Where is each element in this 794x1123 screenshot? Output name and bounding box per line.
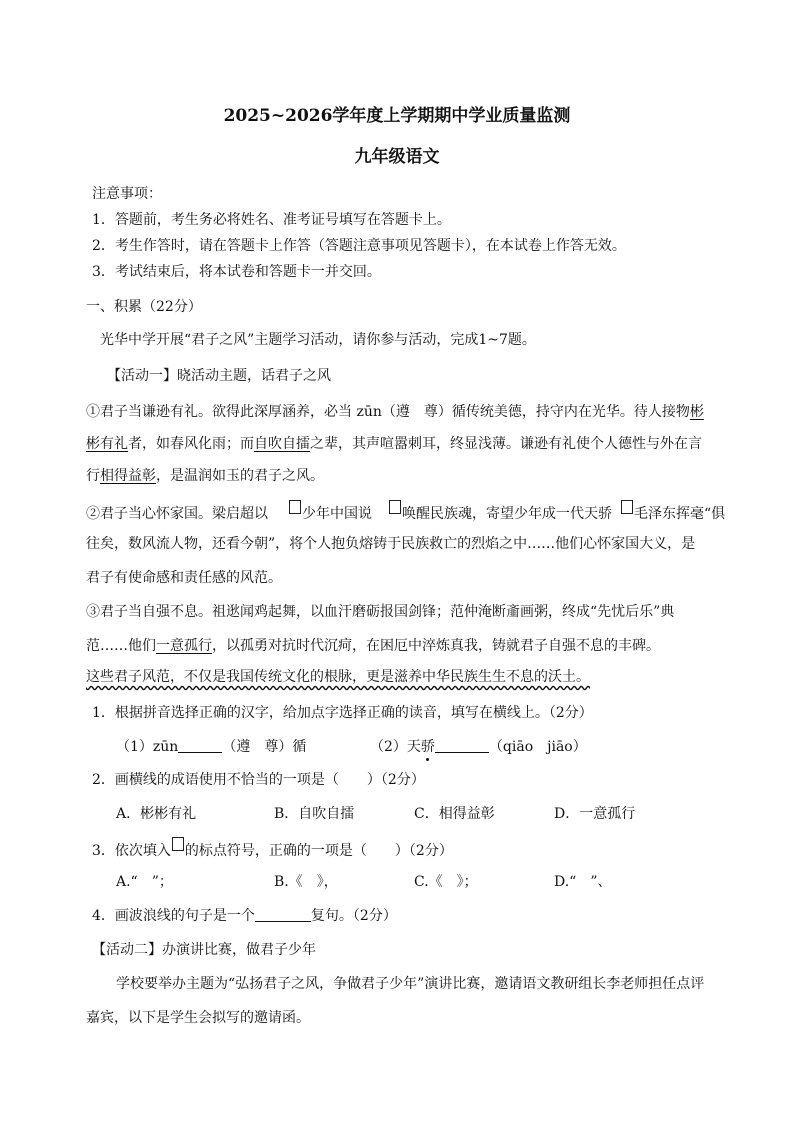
text-span: 者，如春风化雨；而	[128, 436, 254, 452]
notice-heading: 注意事项：	[92, 186, 162, 202]
question-3-option-d[interactable]: D.“ ”、	[554, 874, 612, 890]
question-2-option-d[interactable]: D．一意孤行	[554, 806, 636, 822]
text-span: （遵 尊）循	[222, 739, 307, 755]
question-1-part-b	[370, 737, 587, 757]
paragraph-3-line-1: ③君子当自强不息。祖逖闻鸡起舞，以血汗磨砺报国剑锋；范仲淹断齑画粥，终成“先忧后乐”典	[86, 604, 675, 620]
activity-two-heading: 【活动二】办演讲比赛，做君子少年	[92, 942, 316, 958]
paragraph-1-line-3	[86, 466, 324, 486]
text-span: （qiāo jiāo）	[488, 739, 587, 755]
text-span: 的标点符号，正确的一项是（ ）（2分）	[184, 843, 453, 859]
question-3-option-c[interactable]: C.《 》；	[414, 874, 478, 890]
notice-item-3: 3．考试结束后，将本试卷和答题卡一并交回。	[92, 264, 381, 280]
text-span: 3．依次填入	[92, 843, 171, 859]
paragraph-1-line-1	[86, 402, 704, 422]
question-3-option-b[interactable]: B.《 》，	[274, 874, 338, 890]
answer-blank[interactable]	[255, 907, 311, 922]
question-1-stem: 1．根据拼音选择正确的汉字，给加点字选择正确的读音，填写在横线上。（2分）	[92, 705, 593, 721]
underlined-idiom: 相得益彰	[100, 468, 156, 484]
activity-two-line-1: 学校要举办主题为“弘扬君子之风，争做君子少年”演讲比赛，邀请语文教研组长李老师担任点评	[116, 976, 705, 992]
question-1-part-a	[116, 737, 306, 757]
text-span: 醒民族魂，寄望少年成一代天骄	[416, 506, 612, 522]
question-2-option-c[interactable]: C．相得益彰	[414, 806, 495, 822]
answer-blank[interactable]	[178, 738, 222, 753]
punctuation-box	[621, 500, 633, 514]
punctuation-box	[289, 500, 301, 514]
punctuation-box	[389, 500, 401, 514]
paragraph-1-line-2	[86, 434, 702, 454]
paragraph-3-line-2	[86, 636, 660, 656]
text-span: ，是温润如玉的君子之风。	[156, 468, 324, 484]
text-span: 4．画波浪线的句子是一个	[92, 908, 255, 924]
punctuation-box	[172, 837, 184, 851]
underlined-idiom: 自吹自擂	[254, 436, 310, 452]
text-span: 少年中国说	[302, 506, 372, 522]
question-2-stem: 2．画横线的成语使用不恰当的一项是（ ）（2分）	[92, 772, 425, 788]
underlined-idiom: 彬有礼	[86, 436, 128, 452]
text-span: ，以孤勇对抗时代沉疴，在困厄中淬炼真我，铸就君子自强不息的丰碑。	[212, 638, 660, 654]
paragraph-2-line-2: 往矣，数风流人物，还看今朝”，将个人抱负熔铸于民族救亡的烈焰之中……他们心怀家国大义，是	[86, 536, 696, 552]
answer-blank[interactable]	[435, 738, 489, 753]
exam-title: 2025~2026学年度上学期期中学业质量监测	[223, 106, 571, 126]
paragraph-2-line-3: 君子有使命感和责任感的风范。	[86, 570, 282, 586]
dotted-character: 骄	[420, 739, 435, 755]
text-span: 行	[86, 468, 100, 484]
section-heading: 一、积累（22分）	[86, 299, 202, 315]
text-span: 之辈，其声喧嚣刺耳，终显浅薄。谦逊有礼使个人德性与外在言	[310, 436, 702, 452]
text-span: 复句。（2分）	[310, 908, 397, 924]
underlined-idiom: 彬	[689, 404, 704, 420]
question-2-option-a[interactable]: A．彬彬有礼	[116, 806, 197, 822]
notice-item-2: 2．考生作答时，请在答题卡上作答（答题注意事项见答题卡），在本试卷上作答无效。	[92, 238, 626, 254]
text-span: （2）天	[370, 739, 421, 755]
activity-one-heading: 【活动一】晓活动主题，话君子之风	[107, 368, 331, 384]
underlined-idiom: 一意孤行	[156, 638, 212, 654]
notice-item-1: 1．答题前，考生务必将姓名、准考证号填写在答题卡上。	[92, 212, 451, 228]
text-span: （1）zūn	[116, 739, 179, 755]
activity-two-line-2: 嘉宾，以下是学生会拟写的邀请函。	[86, 1010, 310, 1026]
wavy-underlined-sentence: 这些君子风范，不仅是我国传统文化的根脉，更是滋养中华民族生生不息的沃土。	[86, 669, 590, 685]
paragraph-2-line-1	[86, 500, 725, 524]
question-4-stem	[92, 906, 397, 926]
text-span: ②君子当心怀家国。梁启超以	[86, 506, 268, 522]
text-span: 毛泽东挥毫“俱	[634, 506, 726, 522]
text-span: 范……他们	[86, 638, 156, 654]
question-3-stem	[92, 837, 453, 861]
text-span: ①君子当谦逊有礼。欲得此深厚涵养，必当 zūn（遵 尊）循传统美德，持守内在光华。待人接物	[86, 404, 690, 420]
exam-subject: 九年级语文	[354, 147, 440, 167]
text-span: 唤	[402, 506, 416, 522]
question-2-option-b[interactable]: B．自吹自擂	[274, 806, 355, 822]
section-intro: 光华中学开展“君子之风”主题学习活动，请你参与活动，完成1~7题。	[100, 332, 536, 348]
question-3-option-a[interactable]: A.“ ”；	[116, 874, 173, 890]
